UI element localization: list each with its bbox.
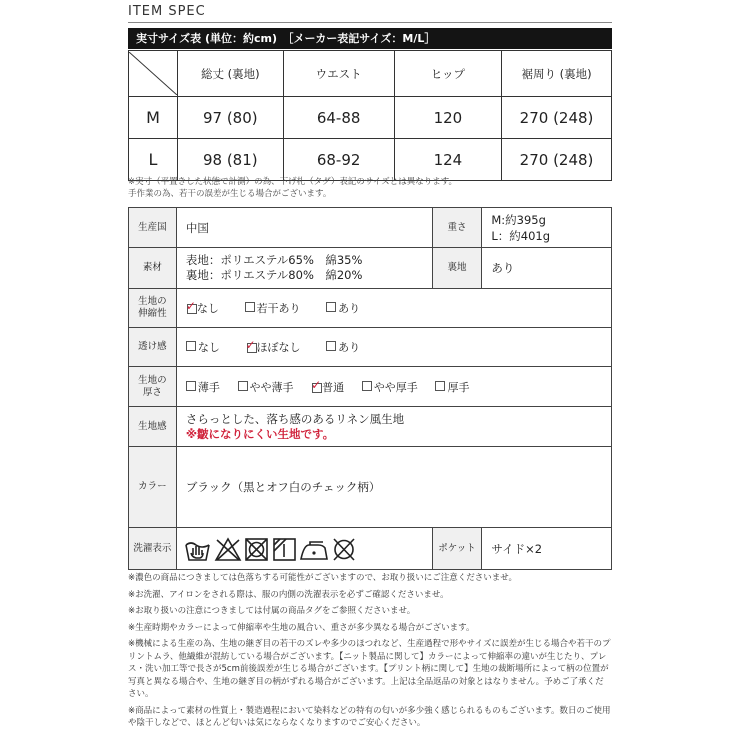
no-tumble-dry-icon xyxy=(246,539,267,560)
texture-desc: さらっとした、落ち感のあるリネン風生地 xyxy=(185,411,405,426)
row-size-label: M xyxy=(129,97,178,139)
col-header: 総丈 (裏地) xyxy=(178,51,284,97)
spec-row-sheer xyxy=(129,328,612,367)
weight-l: L：約401g xyxy=(491,228,551,243)
page-title: ITEM SPEC xyxy=(128,4,206,19)
iron-low-icon xyxy=(301,542,327,559)
col-header: ヒップ xyxy=(394,51,501,97)
option-label: 薄手 xyxy=(197,380,220,394)
spec-label: 洗濯表示 xyxy=(129,528,177,570)
checkbox-icon xyxy=(238,381,248,391)
option[interactable] xyxy=(238,381,294,394)
option-checked[interactable] xyxy=(185,299,219,315)
spec-label: 重さ xyxy=(432,208,482,248)
cell: 64-88 xyxy=(283,97,394,139)
spec-value: ブラック（黒とオフ白のチェック柄） xyxy=(176,447,611,528)
weight-m: M:約395g xyxy=(491,212,546,227)
material-lining: 裏地：ポリエステル80% 綿20% xyxy=(185,268,363,282)
option-label: なし xyxy=(197,341,220,354)
cell: 68-92 xyxy=(283,139,394,181)
footer-notes xyxy=(128,572,612,734)
label-line: 生地の xyxy=(138,374,167,386)
footer-note: ※機械による生産の為、生地の継ぎ目の若干のズレや多少のほつれなど、生産過程で形やサイズに誤差が生じる場合や若干のプリントムラ、他繊維が混紡している場合がございます。【ニット製品に関して】カラーによって伸縮率の違いが生じたり、プレス・洗い加工等で長さが5cm前後誤差が生じる場合がございます。【プリント柄に関して】生地の裁断場所によって柄の位置が写真と異なる場合や、生地の継ぎ目の柄がずれる場合がございます。上記は全品返品の対象とはなりません。予めご了承ください。 xyxy=(128,639,611,699)
footer-note: ※商品によって素材の性質上・製造過程において染料などの特有の匂いが多少強く感じられるものもございます。数日のご使用や陰干しなどで、ほとんど匂いは気にならなくなりますのでご安心ください。 xyxy=(128,705,611,728)
sheer-options xyxy=(176,328,611,367)
option[interactable] xyxy=(362,381,418,394)
spec-label xyxy=(129,289,177,328)
footer-note: ※お取り扱いの注意につきましては付属の商品タグをご参照くださいませ。 xyxy=(128,606,416,616)
spec-label: カラー xyxy=(129,447,177,528)
size-note: 手作業の為、若干の誤差が生じる場合がございます。 xyxy=(128,189,332,199)
cell: 270 (248) xyxy=(502,139,612,181)
option[interactable] xyxy=(435,381,469,394)
spec-header xyxy=(128,0,612,26)
cell: 124 xyxy=(394,139,501,181)
size-table xyxy=(128,50,612,181)
spec-row-stretch xyxy=(129,289,612,328)
material-outer: 表地：ポリエステル65% 綿35% xyxy=(185,253,363,267)
size-table-title: 実寸サイズ表 (単位：約cm) ［メーカー表記サイズ：M/L］ xyxy=(128,28,612,49)
option-label: あり xyxy=(338,341,361,354)
size-table-header xyxy=(129,51,612,97)
option-label: 普通 xyxy=(322,380,345,394)
checkbox-icon xyxy=(326,302,336,312)
label-line: 生地の xyxy=(138,296,167,307)
checkbox-icon xyxy=(186,341,196,351)
checkbox-checked-icon: ✓ xyxy=(311,377,322,392)
header-divider xyxy=(128,22,612,23)
spec-label: 透け感 xyxy=(129,328,177,367)
spec-row-texture xyxy=(129,407,612,447)
iron-dot xyxy=(312,551,315,554)
cell: 98 (81) xyxy=(178,139,284,181)
spec-row-material xyxy=(129,248,612,289)
table-row xyxy=(129,97,612,139)
spec-label: ポケット xyxy=(432,528,482,570)
option[interactable] xyxy=(326,341,360,354)
wash-icons xyxy=(176,528,432,570)
footer-note: ※生産時期やカラーによって伸縮率や生地の風合い、重さが多少異なる場合がございます。 xyxy=(128,622,475,633)
spec-label: 生産国 xyxy=(129,208,177,248)
checkbox-checked-icon: ✓ xyxy=(245,338,256,352)
checkbox-icon xyxy=(362,381,372,391)
footer-note: ※お洗濯、アイロンをされる際は、服の内側の洗濯表示を必ずご確認くださいませ。 xyxy=(128,589,449,600)
option-checked[interactable] xyxy=(311,377,345,394)
spec-value: サイド×2 xyxy=(482,528,612,570)
spec-label xyxy=(129,367,177,407)
spec-row-wash xyxy=(129,528,612,570)
spec-row-color xyxy=(129,447,612,528)
line-dry-shade-icon xyxy=(274,539,295,560)
checkbox-checked-icon: ✓ xyxy=(185,299,196,313)
spec-value: あり xyxy=(482,248,612,289)
option-label: 若干あり xyxy=(256,302,301,315)
spec-value: 中国 xyxy=(176,208,432,248)
checkbox-icon xyxy=(245,302,255,312)
option[interactable] xyxy=(326,302,360,315)
option-label: なし xyxy=(196,302,219,315)
cell: 97 (80) xyxy=(178,97,284,139)
col-header: 裾周り (裏地) xyxy=(502,51,612,97)
no-dry-clean-icon xyxy=(334,539,354,560)
checkbox-icon xyxy=(326,341,336,351)
no-bleach-icon xyxy=(216,539,240,560)
corner-cell xyxy=(129,51,178,97)
spec-table xyxy=(128,207,612,570)
option[interactable] xyxy=(186,381,220,394)
spec-label: 裏地 xyxy=(432,248,482,289)
texture-note: ※皺になりにくい生地です。 xyxy=(185,426,335,441)
checkbox-icon xyxy=(186,381,196,391)
option-checked[interactable] xyxy=(245,338,301,354)
spec-row-origin xyxy=(129,208,612,248)
spec-label: 生地感 xyxy=(129,407,177,447)
option-label: 厚手 xyxy=(447,380,470,394)
option-label: やや厚手 xyxy=(373,380,418,394)
size-note: ※実寸（平置きした状態で計測）の為、下げ札（タグ）表記のサイズとは異なります。 xyxy=(128,177,458,187)
thickness-options xyxy=(176,367,611,407)
col-header: ウエスト xyxy=(283,51,394,97)
option-label: ほぼなし xyxy=(256,341,301,354)
spec-row-thickness xyxy=(129,367,612,407)
option[interactable] xyxy=(186,341,220,354)
option[interactable] xyxy=(245,302,301,315)
label-line: 伸縮性 xyxy=(138,308,167,319)
option-label: やや薄手 xyxy=(249,380,294,394)
footer-note: ※濃色の商品につきましては色落ちする可能性がございますので、お取り扱いにご注意くださいませ。 xyxy=(128,573,518,583)
checkbox-icon xyxy=(435,381,445,391)
label-line: 厚さ xyxy=(142,386,162,398)
spec-label: 素材 xyxy=(129,248,177,289)
cell: 120 xyxy=(394,97,501,139)
spec-value xyxy=(176,248,432,289)
row-size-label: L xyxy=(129,139,178,181)
hand-wash-icon xyxy=(186,543,209,560)
table-row xyxy=(129,139,612,181)
spec-value xyxy=(176,407,611,447)
cell: 270 (248) xyxy=(502,97,612,139)
stretch-options xyxy=(176,289,611,328)
spec-value xyxy=(482,208,612,248)
option-label: あり xyxy=(338,302,361,315)
